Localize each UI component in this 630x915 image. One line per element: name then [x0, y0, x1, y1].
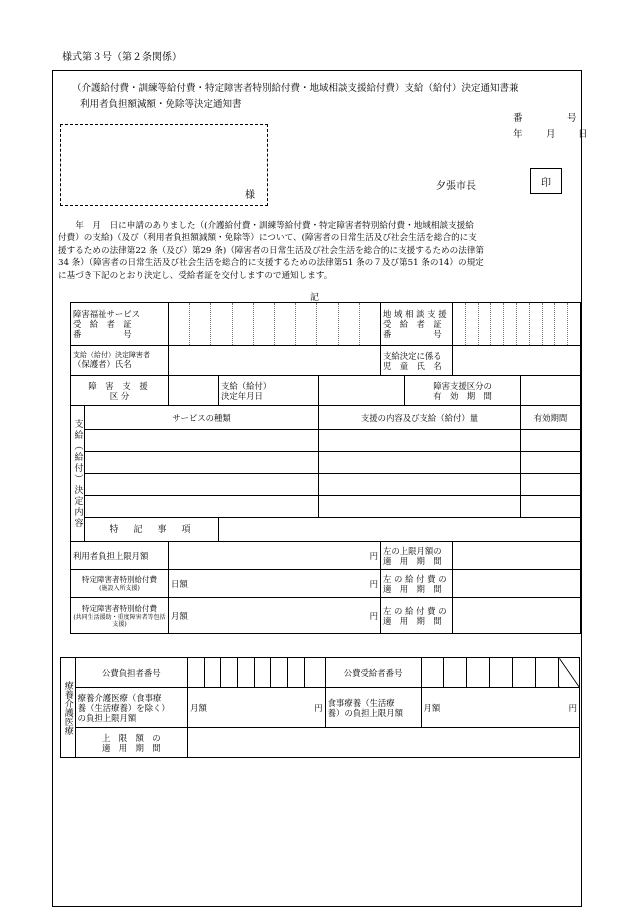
- service-cell[interactable]: [85, 496, 319, 518]
- label-text: 区 分: [109, 390, 130, 401]
- label-text: 食事療養（生活療: [327, 697, 395, 708]
- medical-cap-field[interactable]: [188, 688, 326, 728]
- period-cell[interactable]: [521, 430, 581, 452]
- label-text: 適 用 期 間: [383, 583, 442, 594]
- label-text: (施設入所支援): [99, 585, 140, 592]
- welfare-cert-number-label: [71, 303, 169, 346]
- special-benefit-group-label: [71, 598, 169, 634]
- special-benefit-facility-field[interactable]: [169, 570, 381, 598]
- seal-box: [530, 168, 562, 194]
- label-text: 支給（給付）: [221, 380, 272, 391]
- label-text: 適 用 期 間: [383, 615, 442, 626]
- label-text: 養）の負担上限月額: [327, 707, 404, 718]
- special-benefit-facility-label: [71, 570, 169, 598]
- label-text: 左 の 給 付 費 の: [383, 605, 447, 616]
- monthly-unit: 月額: [190, 702, 207, 713]
- user-cap-field[interactable]: [169, 542, 381, 570]
- content-cell[interactable]: [319, 474, 521, 496]
- benefit-period-field-2[interactable]: [453, 598, 581, 634]
- monthly-unit: 月額: [423, 702, 441, 713]
- decision-date-field[interactable]: [319, 376, 405, 406]
- service-cell[interactable]: [85, 430, 319, 452]
- label-text: 地 域 相 談 支 援: [383, 309, 447, 319]
- col-valid-period: 有効期間: [521, 406, 581, 430]
- daily-unit: 日額: [171, 578, 188, 589]
- public-payer-number-label: 公費負担者番号: [75, 658, 188, 688]
- recipient-name-field[interactable]: [169, 346, 381, 376]
- medical-cap-label: [75, 688, 188, 728]
- period-cell[interactable]: [521, 452, 581, 474]
- limit-period-field[interactable]: [188, 728, 580, 758]
- content-cell[interactable]: [319, 496, 521, 518]
- benefit-period-label-2: [381, 598, 453, 634]
- label-text: 適 用 期 間: [383, 555, 442, 566]
- seal-label: 印: [541, 177, 551, 189]
- yen-unit: 円: [369, 550, 379, 561]
- recipient-digit-void: [559, 658, 580, 688]
- decision-content-side: 支給（給付）決定内容: [71, 406, 85, 542]
- medical-care-side: 療養介護医療: [61, 658, 76, 758]
- recipient-digit[interactable]: [536, 658, 559, 688]
- consult-cert-number-label: [381, 303, 453, 346]
- label-text: 養（生活療養）を除く）: [77, 702, 170, 713]
- label-text: 番 号: [73, 329, 132, 339]
- body-line: に基づき下記のとおり決定し、受給者証を交付しますので通知します。: [58, 270, 333, 281]
- consult-cert-number-field[interactable]: [453, 303, 581, 346]
- document-title-line2: 利用者負担額減額・免除等決定通知書: [80, 99, 242, 110]
- label-text: 障 害 支 援: [88, 380, 151, 391]
- issuer-name: 夕張市長: [436, 181, 476, 192]
- date-month-label: 月: [546, 129, 556, 140]
- col-service-type: サービスの種類: [85, 406, 319, 430]
- service-cell[interactable]: [85, 474, 319, 496]
- body-line: 34 条）（障害者の日常生活及び社会生活を総合的に支援するための法律第51 条の７及び第51 条の14）の規定: [58, 258, 484, 269]
- col-support-content: 支援の内容及び支給（給付）量: [319, 406, 521, 430]
- child-name-label: [381, 346, 453, 376]
- label-text: （保護者）氏名: [73, 359, 132, 369]
- body-line: 年 月 日に申請のありました（(介護給付費・訓練等給付費・特定障害者特別給付費・地域相談支援給: [58, 221, 474, 231]
- recipient-digit[interactable]: [490, 658, 513, 688]
- document-title-line1: （介護給付費・訓練等給付費・特定障害者特別給付費・地域相談支援給付費）支給（給付）決定通知書兼: [72, 83, 519, 94]
- label-text: 支給決定に係る: [383, 350, 442, 361]
- label-text: 左の上限月額の: [383, 545, 442, 556]
- label-text: 障害福祉サービス: [73, 309, 140, 319]
- period-cell[interactable]: [521, 496, 581, 518]
- label-text: 特定障害者特別給付費: [82, 575, 157, 584]
- body-line: 援するための法律第22 条（及び）第29 条)（障害者の日常生活及び社会生活を総合的に支援するための法律第: [58, 245, 485, 256]
- meal-cap-label: [325, 688, 421, 728]
- label-text: 有 効 期 間: [433, 390, 492, 401]
- label-text: (共同生活援助・重度障害者等包括支援): [73, 613, 166, 628]
- body-line: 付費）の支給)（及び（利用者負担額減額・免除等）について、(障害者の日常生活及び社会生活を総合的に支: [58, 233, 477, 244]
- recipient-digit[interactable]: [467, 658, 490, 688]
- payer-digit[interactable]: [221, 658, 238, 688]
- payer-digit[interactable]: [288, 658, 305, 688]
- payer-digit[interactable]: [271, 658, 288, 688]
- yen-unit: 円: [369, 610, 379, 621]
- payer-digit[interactable]: [188, 658, 205, 688]
- payer-digit[interactable]: [238, 658, 255, 688]
- limit-period-label: [75, 728, 188, 758]
- label-text: 療養介護医療（食事療: [77, 692, 162, 703]
- addressee-box[interactable]: [60, 124, 268, 206]
- cap-period-field[interactable]: [453, 542, 581, 570]
- special-benefit-group-field[interactable]: [169, 598, 381, 634]
- label-text: の負担上限月額: [77, 712, 137, 723]
- public-recipient-number-label: 公費受給者番号: [325, 658, 421, 688]
- monthly-unit: 月額: [171, 610, 188, 621]
- label-text: 受 給 者 証: [73, 319, 132, 329]
- content-cell[interactable]: [319, 452, 521, 474]
- label-text: 支給（給付）決定障害者: [73, 351, 150, 359]
- support-class-field[interactable]: [169, 376, 219, 406]
- label-text: 決定年月日: [221, 390, 263, 401]
- content-cell[interactable]: [319, 430, 521, 452]
- special-notes-field[interactable]: [219, 518, 581, 542]
- class-valid-period-field[interactable]: [521, 376, 581, 406]
- recipient-digit[interactable]: [513, 658, 536, 688]
- recipient-digit[interactable]: [421, 658, 444, 688]
- support-class-label: [71, 376, 169, 406]
- addressee-suffix: 様: [245, 190, 255, 201]
- benefit-period-field[interactable]: [453, 570, 581, 598]
- label-text: 特定障害者特別給付費: [82, 603, 157, 613]
- recipient-digit[interactable]: [444, 658, 467, 688]
- recipient-name-label: [71, 346, 169, 376]
- label-text: 適 用 期 間: [102, 742, 161, 753]
- special-notes-label: 特 記 事 項: [85, 518, 219, 542]
- benefit-period-label: [381, 570, 453, 598]
- label-text: 受 給 者 証: [383, 319, 442, 329]
- label-text: 児 童 氏 名: [383, 360, 442, 371]
- service-cell[interactable]: [85, 452, 319, 474]
- period-cell[interactable]: [521, 474, 581, 496]
- form-number-label: 様式第３号（第２条関係）: [62, 52, 182, 63]
- medical-care-table: [60, 657, 580, 758]
- label-text: 番 号: [383, 329, 442, 339]
- cap-period-label: [381, 542, 453, 570]
- label-text: 障害支援区分の: [433, 380, 492, 391]
- ki-mark: 記: [310, 293, 320, 303]
- child-name-field[interactable]: [453, 346, 581, 376]
- decision-table: [70, 302, 581, 634]
- class-valid-period-label: [405, 376, 521, 406]
- notice-body: [58, 220, 580, 282]
- yen-unit: 円: [314, 702, 323, 713]
- decision-date-label: [219, 376, 319, 406]
- payer-digit[interactable]: [304, 658, 325, 688]
- yen-unit: 円: [568, 702, 577, 713]
- label-text: 左 の 給 付 費 の: [383, 573, 447, 584]
- yen-unit: 円: [369, 578, 379, 589]
- meal-cap-field[interactable]: [421, 688, 579, 728]
- label-text: 上 限 額 の: [102, 732, 161, 743]
- user-cap-label: 利用者負担上限月額: [71, 542, 169, 570]
- payer-digit[interactable]: [204, 658, 221, 688]
- number-label: 番: [513, 113, 523, 124]
- number-suffix: 号: [567, 113, 577, 124]
- welfare-cert-number-field[interactable]: [169, 303, 381, 346]
- date-day-label: 日: [578, 129, 588, 140]
- payer-digit[interactable]: [254, 658, 271, 688]
- date-year-label: 年: [513, 129, 523, 140]
